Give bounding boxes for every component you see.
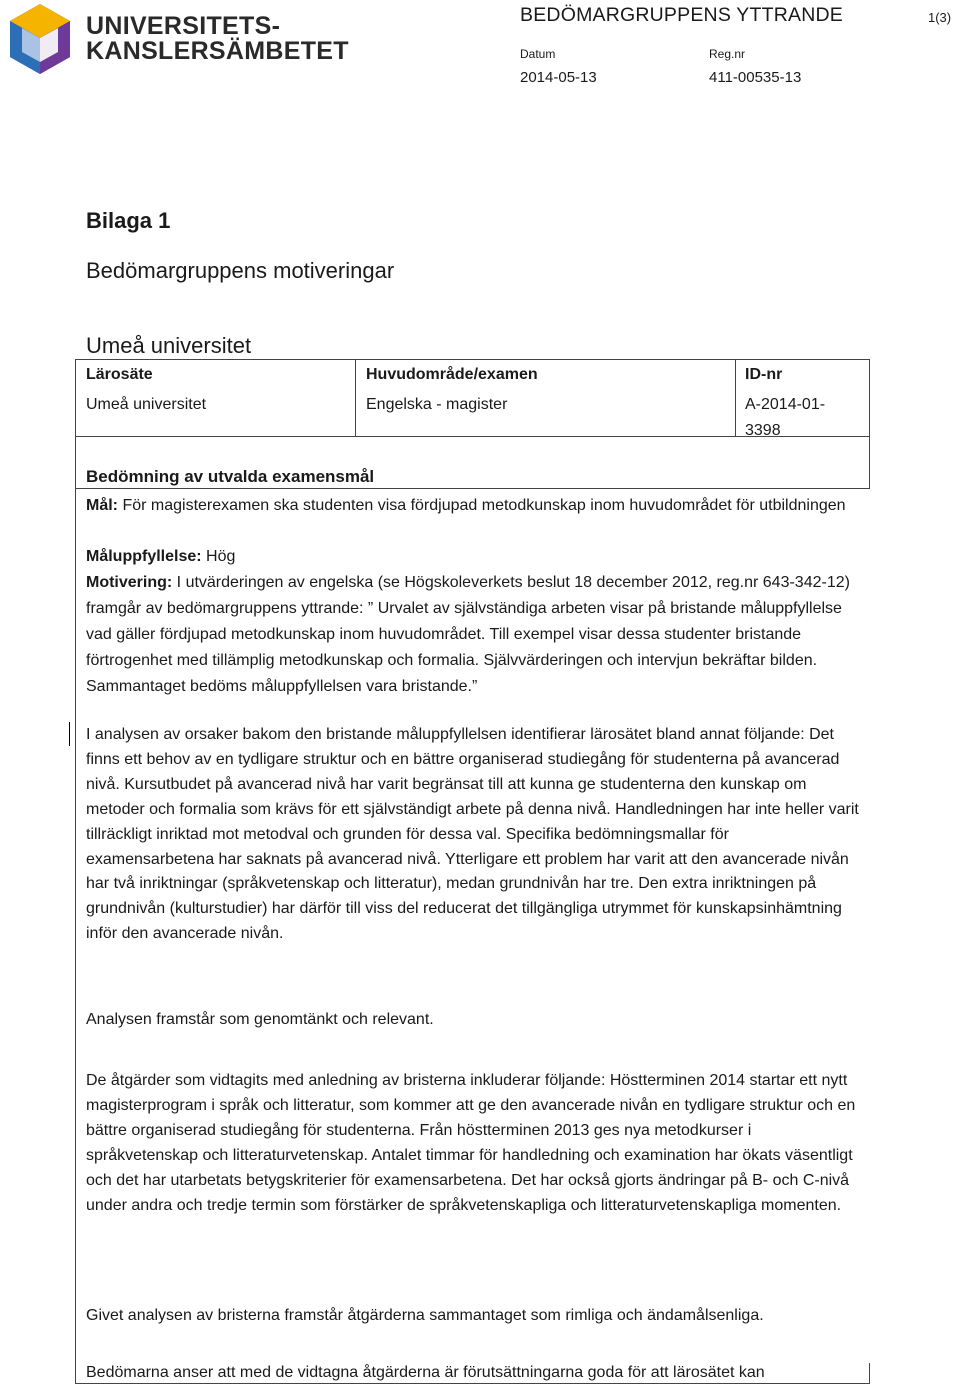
document-title: BEDÖMARGRUPPENS YTTRANDE [520, 4, 843, 26]
logo-line-2: KANSLERSÄMBETET [86, 37, 349, 65]
page-number: 1(3) [928, 10, 952, 25]
fulfilment-value: Hög [206, 548, 236, 565]
motivation-text: I utvärderingen av engelska (se Högskoleverkets beslut 18 december 2012, reg.nr 643-342-12) framgår av bedömargruppens yttrande: ” Urvalet av självständiga arbeten visar på bristande måluppfyllelse vad gäller fördjupad metodkunskap inom huvudområdet. Till exempel visar dessa studenter bristande förtrogenhet med tillämplig metodkunskap och formalia. Självvärderingen och intervjun bekräftar bilden. Sammantaget bedöms måluppfyllelsen vara bristande.” [86, 574, 850, 695]
table-cell-huvudomrade: Engelska - magister [366, 396, 508, 413]
logo-wordmark [86, 14, 349, 64]
table-header-id: ID-nr [745, 366, 783, 383]
table-divider [735, 359, 736, 437]
table-cell-id-line-2: 3398 [745, 422, 781, 439]
table-divider [355, 359, 356, 437]
date-label: Datum [520, 47, 556, 61]
uka-logo-icon [8, 2, 72, 76]
goal-label: Mål: [86, 497, 118, 514]
paragraph-analysis-verdict: Analysen framstår som genomtänkt och relevant. [86, 1011, 434, 1028]
table-header-huvudomrade: Huvudområde/examen [366, 366, 538, 383]
page-title: Bilaga 1 [86, 208, 171, 233]
paragraph-analysis: I analysen av orsaker bakom den bristande måluppfyllelsen identifierar lärosätet bland annat följande: Det finns ett behov av en tydligare struktur och en bättre organiserad studiegång för studenterna på avancerad nivå. Kursutbudet på avancerad nivå har varit begränsat till att kunna ge studenterna den kunskap om metoder och formalia som krävs för ett självständigt arbete på denna nivå. Handledningen har inte heller varit tillräckligt inriktad mot metodval och grunden för dessa val. Specifika bedömningsmallar för examensarbetena har saknats på avancerad nivå. Ytterligare ett problem har varit att den avancerade nivån har två inriktningar (språkvetenskap och litteratur), medan grundnivån har tre. Den extra inriktningen på grundnivån (kulturstudier) har därför till viss del reducerat det tillgängliga utrymmet för kunskapsinhämtning inför den avancerade nivån. [86, 726, 859, 943]
table-cell-id-line-1: A-2014-01- [745, 396, 826, 413]
section-heading: Bedömning av utvalda examensmål [86, 467, 375, 486]
date-value: 2014-05-13 [520, 69, 597, 86]
logo-line-1: UNIVERSITETS- [86, 12, 281, 40]
fulfilment-label: Måluppfyllelse: [86, 548, 202, 565]
goal-text: För magisterexamen ska studenten visa fördjupad metodkunskap inom huvudområdet för utbildningen [122, 497, 846, 514]
motivation-label: Motivering: [86, 574, 173, 591]
fulfilment-statement [86, 544, 861, 570]
paragraph-measures-verdict: Givet analysen av bristerna framstår åtgärderna sammantaget som rimliga och ändamålsenliga. [86, 1307, 764, 1324]
motivation-statement [86, 570, 861, 700]
goal-statement [86, 493, 861, 519]
revision-bar [69, 722, 70, 746]
section-border-right [869, 437, 870, 489]
university-heading: Umeå universitet [86, 333, 252, 358]
paragraph-measures: De åtgärder som vidtagits med anledning av bristerna inkluderar följande: Höstterminen 2014 startar ett nytt magisterprogram i språk och litteratur, som kommer att ge den avancerade nivån en tydligare struktur och en bättre organiserad studiegång för studenterna. Från höstterminen 2013 ges nya metodkurser i språkvetenskap och litteraturvetenskap. Antalet timmar för handledning och examination har ökats väsentligt och det har utarbetats betygskriterier för examensarbetena. Det har också gjorts ändringar på B- och C-nivå under andra och tredje termin som förstärker de språkvetenskapliga och litteraturvetenskapliga momenten. [86, 1072, 856, 1214]
page-subtitle: Bedömargruppens motiveringar [86, 258, 395, 283]
section-border-right [869, 1363, 870, 1384]
section-border-left [75, 437, 76, 1384]
paragraph-conclusion: Bedömarna anser att med de vidtagna åtgärderna är förutsättningarna goda för att lärosätet kan [86, 1364, 765, 1381]
reg-label: Reg.nr [709, 47, 746, 61]
section-heading-rule [75, 488, 870, 489]
table-cell-id [745, 392, 825, 444]
table-header-larosate: Lärosäte [86, 366, 153, 383]
reg-value: 411-00535-13 [709, 69, 802, 86]
table-cell-larosate: Umeå universitet [86, 396, 207, 413]
